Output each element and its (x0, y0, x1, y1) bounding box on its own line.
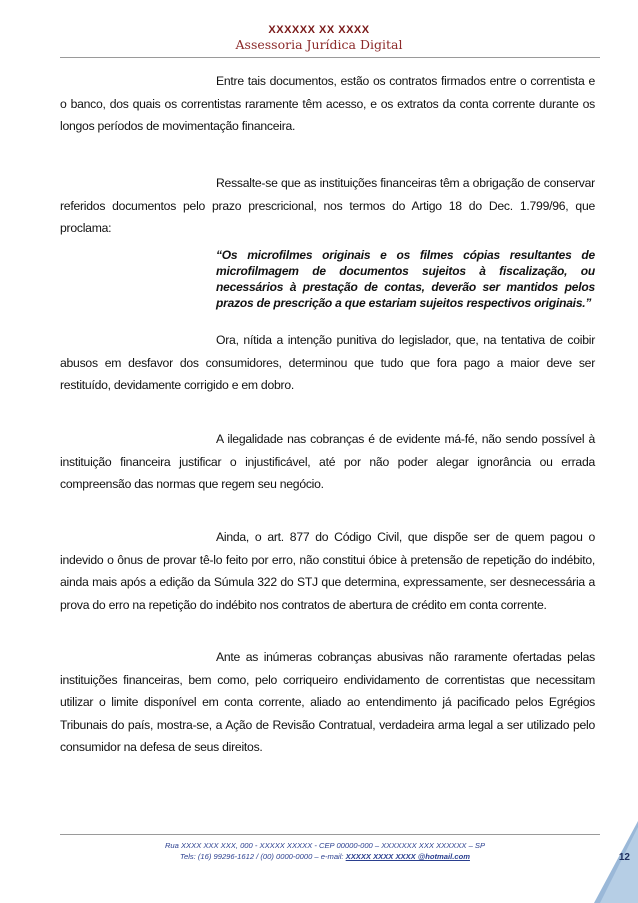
corner-triangle-highlight (600, 827, 638, 903)
block-quote: “Os microfilmes originais e os filmes cópias resultantes de microfilmagem de documentos sujeitos à fiscalização, ou necessários à prestação de contas, deverão ser mantidos pelos prazos de prescrição a que estariam sujeitos respectivos originais.” (216, 248, 595, 310)
footer-email[interactable]: XXXXX XXXX XXXX @hotmail.com (345, 852, 470, 861)
paragraph-4: A ilegalidade nas cobranças é de evidente má-fé, não sendo possível à instituição financeira justificar o injustificável, até por não poder alegar ignorância ou errada compreensão das normas que regem seu negócio. (60, 432, 595, 491)
page-number: 12 (618, 852, 630, 863)
page-corner-decoration (594, 821, 638, 903)
firm-name: XXXXXX XX XXXX (268, 24, 370, 36)
header-divider (60, 57, 600, 58)
paragraph-1: Entre tais documentos, estão os contratos firmados entre o correntista e o banco, dos quais os correntistas raramente têm acesso, e os extratos da conta corrente durante os longos períodos de movimentação financeira. (60, 74, 595, 133)
paragraph-3: Ora, nítida a intenção punitiva do legislador, que, na tentativa de coibir abusos em desfavor dos consumidores, determinou que tudo que fora pago a maior deve ser restituído, devidamente corrigido e em dobro. (60, 333, 595, 392)
footer-phones: Tels: (16) 99296-1612 / (00) 0000-0000 – e-mail: (180, 852, 346, 861)
firm-subtitle: Assessoria Jurídica Digital (235, 37, 403, 52)
footer-address: Rua XXXX XXX XXX, 000 - XXXXX XXXXX - CEP 00000-000 – XXXXXXX XXX XXXXXX – SP (164, 841, 486, 850)
footer-divider (60, 834, 600, 835)
page-footer (90, 840, 560, 862)
footer-contacts (90, 851, 560, 862)
paragraph-5: Ainda, o art. 877 do Código Civil, que dispõe ser de quem pagou o indevido o ônus de provar tê-lo feito por erro, não constitui óbice à pretensão de repetição do indébito, ainda mais após a edição da Súmula 322 do STJ que determina, expressamente, ser desnecessária a prova do erro na repetição do indébito nos contratos de abertura de crédito em conta corrente. (60, 530, 595, 612)
paragraph-2: Ressalte-se que as instituições financeiras têm a obrigação de conservar referidos documentos pelo prazo prescricional, nos termos do Artigo 18 do Dec. 1.799/96, que proclama: (60, 176, 595, 235)
paragraph-6: Ante as inúmeras cobranças abusivas não raramente ofertadas pelas instituições financeiras, bem como, pelo corriqueiro endividamento de correntistas que necessitam utilizar o limite disponível em conta corrente, aliado ao entendimento já pacificado pelos Egrégios Tribunais do país, mostra-se, a Ação de Revisão Contratual, verdadeira arma legal a ser utilizado pelo consumidor na defesa de seus direitos. (60, 650, 595, 754)
